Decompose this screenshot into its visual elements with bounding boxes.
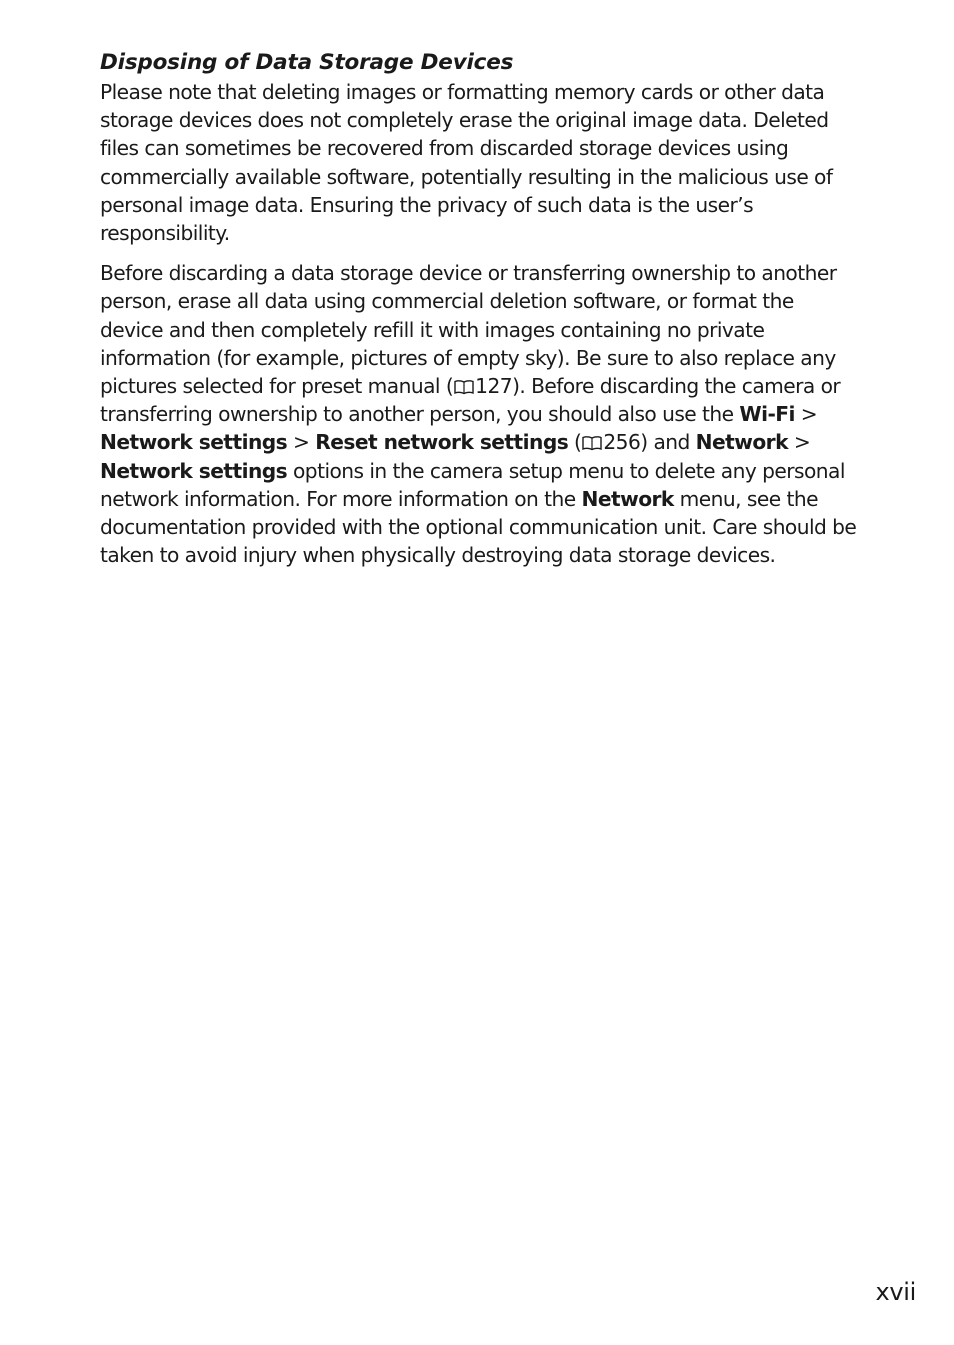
text-run: ) and: [640, 430, 696, 455]
text-run: menu, see the documentation provided with the optional communication unit. Care should be taken to avoid injury when physically destroying data storage devices.: [100, 486, 857, 568]
page-number: xvii: [875, 1278, 916, 1306]
text-run: options in the camera setup menu to delete any personal network information. For more information on the: [100, 458, 845, 511]
book-icon: [582, 435, 602, 451]
menu-item-network-settings: Network settings: [100, 458, 288, 483]
menu-item-reset-network-settings: Reset network settings: [315, 430, 569, 455]
section-heading: Disposing of Data Storage Devices: [100, 50, 514, 75]
page-reference: 256: [603, 430, 641, 455]
separator: >: [287, 430, 316, 455]
separator: >: [794, 402, 818, 427]
menu-item-network-settings: Network settings: [100, 430, 288, 455]
page-reference: 127: [475, 374, 513, 399]
book-icon: [454, 379, 474, 395]
text-run: ). Before discarding the camera or transferring ownership to another person, you should also use the: [100, 374, 841, 427]
menu-item-network: Network: [695, 430, 788, 455]
text-run: (: [568, 430, 582, 455]
menu-name-network: Network: [581, 486, 674, 511]
paragraph-data-erasure-warning: Please note that deleting images or formatting memory cards or other data storage devices does not completely erase the original image data. Deleted files can sometimes be recovered from discarded storage devices using commercially available software, potentially resulting in the malicious use of personal image data. Ensuring the privacy of such data is the user’s responsibility.: [100, 80, 833, 246]
text-run: Before discarding a data storage device or transferring ownership to another person, erase all data using commercial deletion software, or format the device and then completely refill it with images containing no private information (for example, pictures of empty sky). Be sure to also replace any pictures selected for preset manual (: [100, 261, 837, 399]
page-content: [100, 48, 862, 581]
paragraph-disposal-instructions: [100, 259, 862, 569]
menu-item-wifi: Wi-Fi: [739, 402, 795, 427]
separator: >: [787, 430, 811, 455]
